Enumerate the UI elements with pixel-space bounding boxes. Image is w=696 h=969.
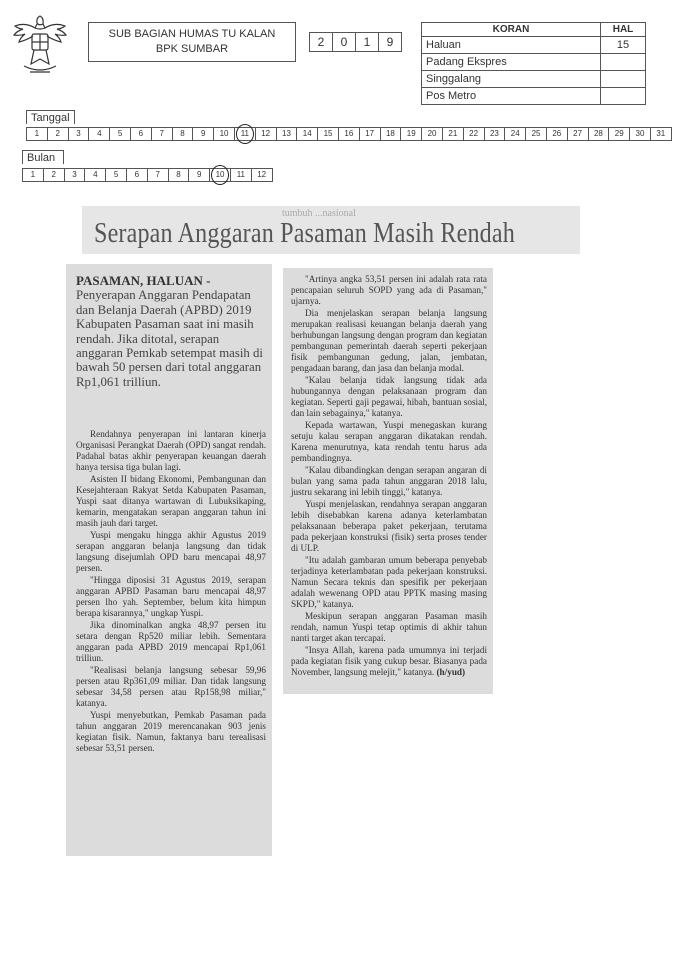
page-number	[601, 71, 646, 88]
article-paragraph	[291, 499, 487, 554]
day-cell: 8	[172, 127, 194, 141]
day-cell: 20	[421, 127, 443, 141]
month-cell: 11	[230, 168, 252, 182]
day-cell: 1	[26, 127, 48, 141]
day-cell: 15	[317, 127, 339, 141]
tanggal-day-row	[27, 127, 672, 141]
article-paragraph	[76, 620, 266, 664]
day-cell: 6	[130, 127, 152, 141]
day-cell: 17	[359, 127, 381, 141]
month-cell: 5	[105, 168, 127, 182]
paragraph-text: "Insya Allah, karena pada umumnya ini terjadi pada kegiatan fisik yang cukup besar. Biasanya pada November, langsung melejit," katanya.	[291, 645, 487, 677]
paragraph-text: "Kalau belanja tidak langsung tidak ada hubungannya dengan pelaksanaan program dan kegiatan. Seperti gaji pegawai, hibah, bantuan sosial, dan lain sebagainya," katanya.	[291, 375, 487, 418]
day-cell: 3	[68, 127, 90, 141]
day-cell: 2	[47, 127, 69, 141]
paragraph-text: Meskipun serapan anggaran Pasaman masih rendah, namun Yuspi tetap optimis di akhir tahun nanti target akan tercapai.	[291, 611, 487, 643]
article-title: Serapan Anggaran Pasaman Masih Rendah	[94, 218, 515, 249]
article-column-right	[283, 268, 493, 694]
day-cell: 29	[608, 127, 630, 141]
month-cell: 8	[168, 168, 190, 182]
paragraph-text: Asisten II bidang Ekonomi, Pembangunan dan Kesejahteraan Rakyat Setda Kabupaten Pasaman, Yuspi saat ditanya wartawan di Lubuksikaping, kemarin, mengatakan serapan anggaran tahun ini masih jauh dari target.	[76, 474, 266, 529]
month-cell: 6	[126, 168, 148, 182]
office-line-1: SUB BAGIAN HUMAS TU KALAN	[108, 28, 276, 40]
day-cell: 9	[192, 127, 214, 141]
day-cell: 16	[338, 127, 360, 141]
article-column-left	[66, 264, 272, 856]
article-paragraph	[291, 308, 487, 374]
paragraph-text: "Artinya angka 53,51 persen ini adalah rata rata pencapaian seluruh SOPD yang ada di Pasaman," ujarnya.	[291, 274, 487, 306]
koran-column-header: KORAN	[422, 23, 601, 37]
paragraph-text: "Realisasi belanja langsung sebesar 59,96 persen atau Rp361,09 miliar. Dan tidak langsung sebesar 34,58 persen atau Rp158,98 miliar," katanya.	[76, 665, 266, 709]
day-cell: 5	[109, 127, 131, 141]
article-paragraph	[291, 611, 487, 644]
day-cell: 26	[546, 127, 568, 141]
day-cell: 28	[588, 127, 610, 141]
year-digit: 2	[309, 32, 333, 52]
newspaper-table	[421, 22, 646, 105]
month-cell: 9	[188, 168, 210, 182]
article-paragraph	[291, 555, 487, 610]
day-cell: 27	[567, 127, 589, 141]
day-cell: 11	[234, 127, 256, 141]
dateline: PASAMAN, HALUAN -	[76, 273, 211, 288]
paragraph-text: Jika dinominalkan angka 48,97 persen itu setara dengan Rp520 miliar lebih. Sementara anggaran pada APBD 2019 mencapai Rp1,061 trilliun.	[76, 620, 266, 664]
article-paragraph	[76, 710, 266, 754]
day-cell: 19	[400, 127, 422, 141]
page-number	[601, 54, 646, 71]
month-cell: 1	[22, 168, 44, 182]
month-cell: 2	[43, 168, 65, 182]
day-cell: 12	[255, 127, 277, 141]
bulan-month-row	[23, 168, 273, 182]
article-paragraph	[291, 420, 487, 464]
newspaper-name: Padang Ekspres	[422, 54, 601, 71]
newspaper-name: Singgalang	[422, 71, 601, 88]
paragraph-text: "Hingga diposisi 31 Agustus 2019, serapan anggaran APBD Pasaman baru mencapai 48,97 persen lho yah. September, belum kita himpun berapa kisarannya," ungkap Yuspi.	[76, 575, 266, 619]
ghost-heading: tumbuh ...nasional	[282, 208, 356, 219]
office-line-2: BPK SUMBAR	[155, 43, 229, 55]
day-cell: 30	[629, 127, 651, 141]
table-row	[422, 71, 646, 88]
table-row	[422, 88, 646, 105]
garuda-emblem-icon	[10, 8, 70, 86]
article-paragraph	[291, 375, 487, 419]
year-box	[310, 32, 402, 52]
day-cell: 23	[484, 127, 506, 141]
author-credit: (h/yud)	[436, 667, 466, 677]
day-cell: 21	[442, 127, 464, 141]
table-row	[422, 54, 646, 71]
day-cell: 10	[213, 127, 235, 141]
month-cell: 12	[251, 168, 273, 182]
paragraph-text: Yuspi mengaku hingga akhir Agustus 2019 serapan anggaran belanja langsung dan tidak langsung disejumlah OPD baru mencapai 48,97 persen.	[76, 530, 266, 574]
hal-column-header: HAL	[601, 23, 646, 37]
year-digit: 9	[378, 32, 402, 52]
month-cell: 4	[84, 168, 106, 182]
day-cell: 22	[463, 127, 485, 141]
paragraph-text: "Kalau dibandingkan dengan serapan angaran di bulan yang sama pada tahun anggaran 2018 lalu, justru sekarang ini lebih tinggi," katanya.	[291, 465, 487, 497]
day-cell: 14	[296, 127, 318, 141]
newspaper-name: Pos Metro	[422, 88, 601, 105]
month-cell: 3	[64, 168, 86, 182]
month-cell: 7	[147, 168, 169, 182]
article-paragraph	[76, 530, 266, 574]
newspaper-name: Haluan	[422, 37, 601, 54]
paragraph-text: Rendahnya penyerapan ini lantaran kinerja Organisasi Perangkat Daerah (OPD) sangat rendah. Padahal batas akhir penyerapan keuangan daerah hanya tersisa tiga bulan lagi.	[76, 429, 266, 473]
office-label-box	[88, 22, 296, 62]
table-row	[422, 37, 646, 54]
tanggal-label: Tanggal	[26, 110, 75, 124]
article-paragraph	[291, 645, 487, 678]
paragraph-text: Yuspi menjelaskan, rendahnya serapan anggaran lebih disebabkan karena adanya keterlambatan pelaksanaan beberapa paket pekerjaan, terutama pada pekerjaan konstruksi (fisik) serta proses tender di ULP.	[291, 499, 487, 553]
article-paragraph	[76, 474, 266, 529]
day-cell: 4	[88, 127, 110, 141]
paragraph-text: Dia menjelaskan serapan belanja langsung merupakan realisasi keuangan belanja daerah yang berhubungan langsung dengan program dan kegiatan pembangunan pemerintah daerah seperti pekerjaan fisik pembangunan gedung, jalan, jembatan, pengadaan barang, dan jasa dan belanja modal.	[291, 308, 487, 373]
day-cell: 18	[380, 127, 402, 141]
headline-clip	[82, 206, 580, 254]
year-digit: 0	[332, 32, 356, 52]
day-cell: 13	[276, 127, 298, 141]
bulan-label: Bulan	[22, 150, 64, 164]
day-cell: 25	[525, 127, 547, 141]
paragraph-text: Kepada wartawan, Yuspi menegaskan kurang setuju kalau serapan anggaran dikatakan rendah. Karena menurutnya, kata rendah tentu harus ada pembandingnya.	[291, 420, 487, 463]
article-lead	[76, 274, 266, 389]
month-cell: 10	[209, 168, 231, 182]
article-paragraph	[76, 665, 266, 709]
article-paragraph	[291, 274, 487, 307]
lead-text: Penyerapan Anggaran Pendapatan dan Belanja Daerah (APBD) 2019 Kabupaten Pasaman saat ini masih rendah. Jika ditotal, serapan anggaran Pemkab setempat masih di bawah 50 persen dari total anggaran Rp1,061 trilliun.	[76, 288, 263, 389]
page-number	[601, 88, 646, 105]
day-cell: 7	[151, 127, 173, 141]
article-paragraph	[76, 429, 266, 473]
day-cell: 24	[504, 127, 526, 141]
day-cell: 31	[650, 127, 672, 141]
paragraph-text: Yuspi menyebutkan, Pemkab Pasaman pada tahun anggaran 2019 merencanakan 903 jenis kegiatan fisik. Namun, faktanya baru terealisasi sebesar 53,51 persen.	[76, 710, 266, 754]
page-number: 15	[601, 37, 646, 54]
article-paragraph	[76, 575, 266, 619]
paragraph-text: "Itu adalah gambaran umum beberapa penyebab terjadinya keterlambatan pada pekerjaan konstruksi. Namun Secara teknis dan spesifik per pekerjaan adalah wewenang OPD atau PPTK masing masing SKPD," katanya.	[291, 555, 487, 609]
article-paragraph	[291, 465, 487, 498]
year-digit: 1	[355, 32, 379, 52]
